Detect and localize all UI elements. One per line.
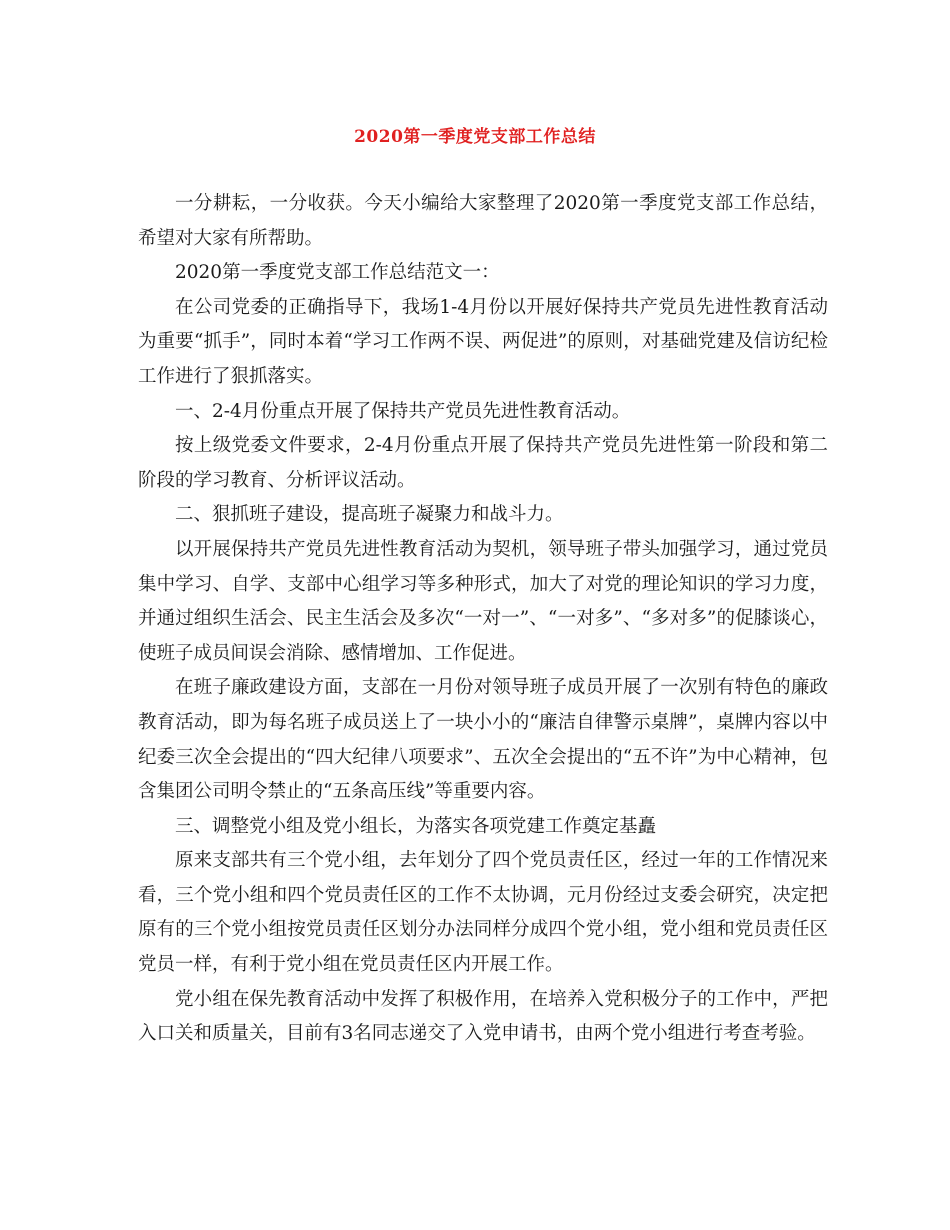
paragraph: 党小组在保先教育活动中发挥了积极作用，在培养入党积极分子的工作中，严把入口关和质量关，目前有3名同志递交了入党申请书，由两个党小组进行考查考验。	[138, 988, 828, 1045]
paragraph: 2020第一季度党支部工作总结范文一：	[175, 262, 500, 284]
paragraph: 一分耕耘，一分收获。今天小编给大家整理了2020第一季度党支部工作总结，希望对大家有所帮助。	[138, 193, 828, 249]
paragraph: 在公司党委的正确指导下，我场1-4月份以开展好保持共产党员先进性教育活动为重要“抓手”，同时本着“学习工作两不误、两促进”的原则，对基础党建及信访纪检工作进行了狠抓落实。	[138, 296, 828, 387]
paragraph: 以开展保持共产党员先进性教育活动为契机，领导班子带头加强学习，通过党员集中学习、自学、支部中心组学习等多种形式，加大了对党的理论知识的学习力度，并通过组织生活会、民主生活会及多次“一对一”、“一对多”、“多对多”的促膝谈心，使班子成员间误会消除、感情增加、工作促进。	[138, 538, 828, 664]
paragraph: 二、狠抓班子建设，提高班子凝聚力和战斗力。	[175, 504, 564, 526]
paragraph: 原来支部共有三个党小组，去年划分了四个党员责任区，经过一年的工作情况来看，三个党小组和四个党员责任区的工作不太协调，元月份经过支委会研究，决定把原有的三个党小组按党员责任区划分办法同样分成四个党小组，党小组和党员责任区党员一样，有利于党小组在党员责任区内开展工作。	[138, 850, 828, 976]
document-body	[138, 187, 828, 1052]
paragraph: 三、调整党小组及党小组长，为落实各项党建工作奠定基矗	[175, 815, 657, 837]
document-title: 2020第一季度党支部工作总结	[354, 127, 596, 147]
paragraph: 在班子廉政建设方面，支部在一月份对领导班子成员开展了一次别有特色的廉政教育活动，即为每名班子成员送上了一块小小的“廉洁自律警示桌牌”，桌牌内容以中纪委三次全会提出的“四大纪律八项要求”、五次全会提出的“五不许”为中心精神，包含集团公司明令禁止的“五条高压线”等重要内容。	[138, 677, 828, 803]
paragraph: 按上级党委文件要求，2-4月份重点开展了保持共产党员先进性第一阶段和第二阶段的学习教育、分析评议活动。	[138, 435, 828, 491]
paragraph: 一、2-4月份重点开展了保持共产党员先进性教育活动。	[175, 400, 631, 422]
